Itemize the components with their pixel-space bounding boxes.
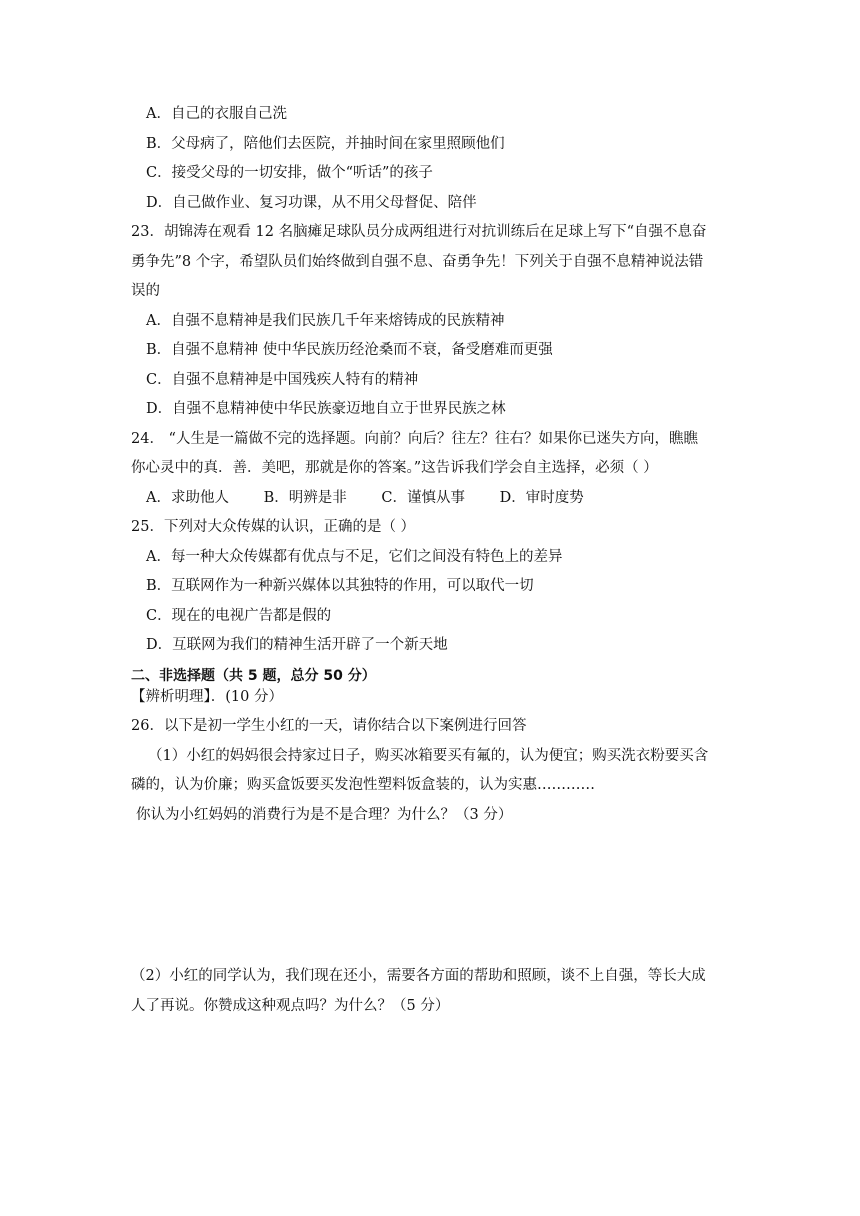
q24-option-c: C．谨慎从事 [381,490,465,506]
q25-option-c: C．现在的电视广告都是假的 [146,608,332,624]
q26-part1-line1: （1）小红的妈妈很会持家过日子，购买冰箱要买有氟的，认为便宜；购买洗衣粉要买含 [148,748,709,764]
q23-option-d: D．自强不息精神使中华民族豪迈地自立于世界民族之林 [146,401,506,417]
q23-option-c: C．自强不息精神是中国残疾人特有的精神 [146,372,419,388]
q24-options-row [146,488,614,508]
q26-part1-question: 你认为小红妈妈的消费行为是不是合理？为什么？（3 分） [136,807,513,823]
q26-stem: 26．以下是初一学生小红的一天，请你结合以下案例进行回答 [131,718,527,734]
q26-part2-line1: （2）小红的同学认为，我们现在还小，需要各方面的帮助和照顾，谈不上自强，等长大成 [131,968,706,984]
q24-stem-line1: 24． “人生是一篇做不完的选择题。向前？向后？往左？往右？如果你已迷失方向，瞧瞧 [131,431,698,447]
q22-option-a: A．自己的衣服自己洗 [146,106,287,122]
q26-part2-line2: 人了再说。你赞成这种观点吗？为什么？（5 分） [131,998,450,1014]
q24-stem-line2: 你心灵中的真．善．美吧，那就是你的答案。”这告诉我们学会自主选择，必须（ ） [131,460,658,476]
q22-option-c: C．接受父母的一切安排，做个“听话”的孩子 [146,165,433,181]
section-heading: 二、非选择题（共 5 题，总分 50 分） [131,668,376,684]
section-category: 【辨析明理】．(10 分） [131,689,283,705]
q23-option-b: B．自强不息精神 使中华民族历经沧桑而不衰，备受磨难而更强 [146,342,553,358]
q25-option-d: D．互联网为我们的精神生活开辟了一个新天地 [146,637,448,653]
q25-option-a: A．每一种大众传媒都有优点与不足，它们之间没有特色上的差异 [146,549,563,565]
q22-option-b: B．父母病了，陪他们去医院，并抽时间在家里照顾他们 [146,136,505,152]
q23-stem-line3: 误的 [131,283,160,299]
q24-option-d: D．审时度势 [499,490,584,506]
q24-option-a: A．求助他人 [146,490,229,506]
q24-option-b: B．明辨是非 [263,490,347,506]
q23-stem-line2: 勇争先”8 个字，希望队员们始终做到自强不息、奋勇争先！下列关于自强不息精神说法错 [131,254,704,270]
q25-stem: 25．下列对大众传媒的认识，正确的是（ ） [131,519,416,535]
q23-stem-line1: 23．胡锦涛在观看 12 名脑瘫足球队员分成两组进行对抗训练后在足球上写下“自强不息奋 [131,224,707,240]
q23-option-a: A．自强不息精神是我们民族几千年来熔铸成的民族精神 [146,313,505,329]
q25-option-b: B．互联网作为一种新兴媒体以其独特的作用，可以取代一切 [146,578,534,594]
q26-part1-line2: 磷的，认为价廉；购买盒饭要买发泡性塑料饭盒装的，认为实惠………… [131,777,595,793]
q22-option-d: D．自己做作业、复习功课，从不用父母督促、陪伴 [146,195,477,211]
